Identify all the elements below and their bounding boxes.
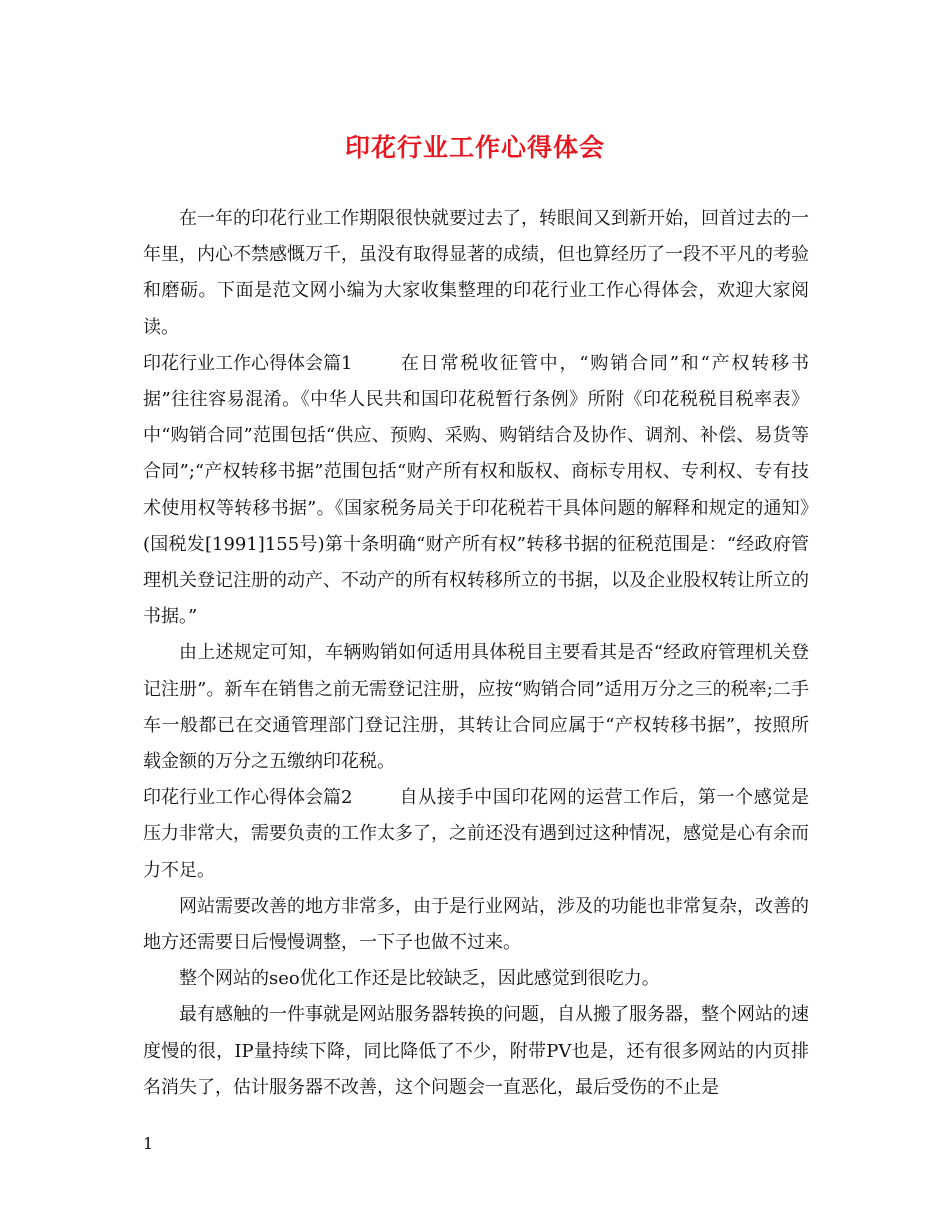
section-2-text: 自从接手中国印花网的运营工作后，第一个感觉是压力非常大，需要负责的工作太多了，之前还没有遇到过这种情况，感觉是心有余而力不足。 [143,787,809,881]
body-paragraph: 整个网站的seo优化工作还是比较缺乏，因此感觉到很吃力。 [179,968,660,990]
body-paragraph: 最有感触的一件事就是网站服务器转换的问题，自从搬了服务器，整个网站的速度慢的很，IP量持续下降，同比降低了不少，附带PV也是，还有很多网站的内页排名消失了，估计服务器不改善，这个问题会一直恶化，最后受伤的不止是 [143,1004,809,1098]
body-paragraph: 由上述规定可知，车辆购销如何适用具体税目主要看其是否“经政府管理机关登记注册”。新车在销售之前无需登记注册，应按“购销合同”适用万分之三的税率;二手车一般都已在交通管理部门登记注册，其转让合同应属于“产权转移书据”，按照所载金额的万分之五缴纳印花税。 [143,642,809,773]
document-body [143,201,809,1106]
body-paragraph: 网站需要改善的地方非常多，由于是行业网站，涉及的功能也非常复杂，改善的地方还需要日后慢慢调整，一下子也做不过来。 [143,895,809,954]
section-1-text: 在日常税收征管中，“购销合同”和“产权转移书据”往往容易混淆。《中华人民共和国印花税暂行条例》所附《印花税税目税率表》中“购销合同”范围包括“供应、预购、采购、购销结合及协作、调剂、补偿、易货等合同”;“产权转移书据”范围包括“财产所有权和版权、商标专用权、专利权、专有技术使用权等转移书据”。《国家税务局关于印花税若干具体问题的解释和规定的通知》(国税发[1991]155号)第十条明确“财产所有权”转移书据的征税范围是：“经政府管理机关登记注册的动产、不动产的所有权转移所立的书据，以及企业股权转让所立的书据。” [143,352,809,628]
section-heading: 印花行业工作心得体会篇1 [143,352,353,374]
section-heading: 印花行业工作心得体会篇2 [143,787,353,809]
section-1-paragraph [143,346,809,636]
document-title: 印花行业工作心得体会 [344,133,605,162]
intro-paragraph: 在一年的印花行业工作期限很快就要过去了，转眼间又到新开始，回首过去的一年里，内心不禁感慨万千，虽没有取得显著的成绩，但也算经历了一段不平凡的考验和磨砺。下面是范文网小编为大家收集整理的印花行业工作心得体会，欢迎大家阅读。 [143,208,809,338]
page-number: 1 [143,1134,154,1153]
section-2-paragraph [143,780,809,889]
